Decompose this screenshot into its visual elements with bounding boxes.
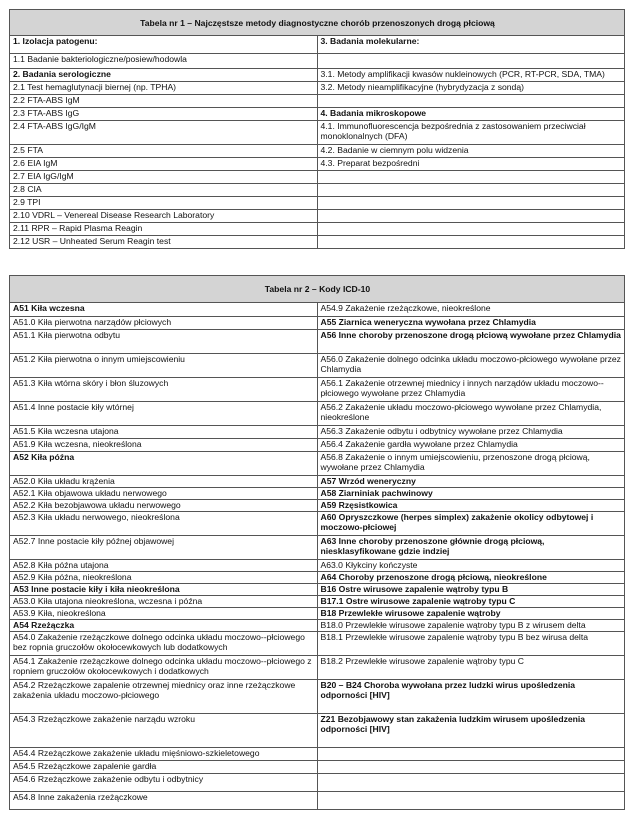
table-cell: A52.8 Kiła późna utajona <box>10 560 318 572</box>
table-cell: A52 Kiła późna <box>10 452 318 476</box>
table-cell: A56.3 Zakażenie odbytu i odbytnicy wywołane przez Chlamydia <box>317 426 625 439</box>
table-cell: 3. Badania molekularne: <box>317 36 625 54</box>
table-cell <box>317 223 625 236</box>
table-cell: B16 Ostre wirusowe zapalenie wątroby typu B <box>317 584 625 596</box>
table-cell: 2.4 FTA-ABS IgG/IgM <box>10 121 318 145</box>
table-cell: 3.2. Metody nieamplifikacyjne (hybrydyzacja z sondą) <box>317 82 625 95</box>
table-cell: 4.2. Badanie w ciemnym polu widzenia <box>317 145 625 158</box>
table-cell: A54.0 Zakażenie rzeżączkowe dolnego odcinka układu moczowo--płciowego bez ropnia gruczołów okołocewkowych lub dodatkowych <box>10 632 318 656</box>
table-cell: 1. Izolacja patogenu: <box>10 36 318 54</box>
table-cell: A56.1 Zakażenie otrzewnej miednicy i innych narządów układu moczowo--płciowego wywołane przez Chlamydia <box>317 378 625 402</box>
table-cell: B18.1 Przewlekłe wirusowe zapalenie wątroby typu B bez wirusa delta <box>317 632 625 656</box>
table-cell: A54.3 Rzeżączkowe zakażenie narządu wzroku <box>10 714 318 748</box>
table-cell: A52.0 Kiła układu krążenia <box>10 476 318 488</box>
table-cell: A63.0 Kłykciny kończyste <box>317 560 625 572</box>
table-cell: 2.11 RPR – Rapid Plasma Reagin <box>10 223 318 236</box>
table-cell: A54.5 Rzeżączkowe zapalenie gardła <box>10 761 318 774</box>
table-cell: 2.10 VDRL – Venereal Disease Research Laboratory <box>10 210 318 223</box>
table-cell: 2. Badania serologiczne <box>10 69 318 82</box>
table-cell: 2.12 USR – Unheated Serum Reagin test <box>10 236 318 249</box>
table-cell: B17.1 Ostre wirusowe zapalenie wątroby typu C <box>317 596 625 608</box>
table-cell: 2.6 EIA IgM <box>10 158 318 171</box>
table-cell: 2.1 Test hemaglutynacji biernej (np. TPHA) <box>10 82 318 95</box>
table-cell: 2.9 TPI <box>10 197 318 210</box>
table-cell: B18 Przewlekłe wirusowe zapalenie wątroby <box>317 608 625 620</box>
table-cell: A56.8 Zakażenie o innym umiejscowieniu, przenoszone drogą płciową, wywołane przez Chlamydia <box>317 452 625 476</box>
table-cell: 4.3. Preparat bezpośredni <box>317 158 625 171</box>
table1-title: Tabela nr 1 – Najczęstsze metody diagnostyczne chorób przenoszonych drogą płciową <box>10 10 625 36</box>
table-cell: A55 Ziarnica weneryczna wywołana przez Chlamydia <box>317 317 625 330</box>
table-cell: A63 Inne choroby przenoszone głównie drogą płciową, niesklasyfikowane gdzie indziej <box>317 536 625 560</box>
table-cell: A54.6 Rzeżączkowe zakażenie odbytu i odbytnicy <box>10 774 318 792</box>
table-cell <box>317 197 625 210</box>
table-cell: 4. Badania mikroskopowe <box>317 108 625 121</box>
table-cell: 1.1 Badanie bakteriologiczne/posiew/hodowla <box>10 54 318 69</box>
table-cell: 3.1. Metody amplifikacji kwasów nukleinowych (PCR, RT-PCR, SDA, TMA) <box>317 69 625 82</box>
table-cell: 4.1. Immunofluorescencja bezpośrednia z zastosowaniem przeciwciał monoklonalnych (DFA) <box>317 121 625 145</box>
table-cell: A54.4 Rzeżączkowe zakażenie układu mięśniowo-szkieletowego <box>10 748 318 761</box>
table-cell <box>317 761 625 774</box>
table-cell: A52.2 Kiła bezobjawowa układu nerwowego <box>10 500 318 512</box>
table-cell <box>317 184 625 197</box>
table-cell: A53 Inne postacie kiły i kiła nieokreślona <box>10 584 318 596</box>
table-cell: A56.0 Zakażenie dolnego odcinka układu moczowo-płciowego wywołane przez Chlamydia <box>317 354 625 378</box>
table-cell: A52.9 Kiła późna, nieokreślona <box>10 572 318 584</box>
table-cell: A51.0 Kiła pierwotna narządów płciowych <box>10 317 318 330</box>
table-cell: A56 Inne choroby przenoszone drogą płciową wywołane przez Chlamydia <box>317 330 625 354</box>
table-cell: A53.9 Kiła, nieokreślona <box>10 608 318 620</box>
table-cell <box>317 171 625 184</box>
table2-title: Tabela nr 2 – Kody ICD-10 <box>10 276 625 303</box>
table-cell: A60 Opryszczkowe (herpes simplex) zakażenie okolicy odbytowej i moczowo-płciowej <box>317 512 625 536</box>
table-cell: B18.2 Przewlekłe wirusowe zapalenie wątroby typu C <box>317 656 625 680</box>
table-cell: A56.4 Zakażenie gardła wywołane przez Chlamydia <box>317 439 625 452</box>
table-cell <box>317 236 625 249</box>
table-cell: 2.7 EIA IgG/IgM <box>10 171 318 184</box>
table-cell: A53.0 Kiła utajona nieokreślona, wczesna i późna <box>10 596 318 608</box>
table-cell: A54.8 Inne zakażenia rzeżączkowe <box>10 792 318 810</box>
diagnostic-methods-table <box>9 9 625 249</box>
table-cell: 2.2 FTA-ABS IgM <box>10 95 318 108</box>
table-cell: A54.1 Zakażenie rzeżączkowe dolnego odcinka układu moczowo--płciowego z ropniem gruczołów okołocewkowych i dodatkowych <box>10 656 318 680</box>
table-cell: B20 – B24 Choroba wywołana przez ludzki wirus upośledzenia odporności [HIV] <box>317 680 625 714</box>
table-cell: A51.1 Kiła pierwotna odbytu <box>10 330 318 354</box>
table-cell: B18.0 Przewlekłe wirusowe zapalenie wątroby typu B z wirusem delta <box>317 620 625 632</box>
table-cell: 2.3 FTA-ABS IgG <box>10 108 318 121</box>
table-cell: A54.2 Rzeżączkowe zapalenie otrzewnej miednicy oraz inne rzeżączkowe zakażenia układu moczowo-płciowego <box>10 680 318 714</box>
table-cell: A51.3 Kiła wtórna skóry i błon śluzowych <box>10 378 318 402</box>
table-cell <box>317 774 625 792</box>
table-cell <box>317 95 625 108</box>
table-cell: 2.5 FTA <box>10 145 318 158</box>
table-cell <box>317 792 625 810</box>
table-cell: A64 Choroby przenoszone drogą płciową, nieokreślone <box>317 572 625 584</box>
table-cell: A51.5 Kiła wczesna utajona <box>10 426 318 439</box>
table-cell: A52.1 Kiła objawowa układu nerwowego <box>10 488 318 500</box>
icd10-codes-table <box>9 275 625 810</box>
table-cell: 2.8 CIA <box>10 184 318 197</box>
table-cell: A52.7 Inne postacie kiły późnej objawowej <box>10 536 318 560</box>
table-cell <box>317 748 625 761</box>
table-cell <box>317 54 625 69</box>
table-cell: A57 Wrzód weneryczny <box>317 476 625 488</box>
table-cell: A51.9 Kiła wczesna, nieokreślona <box>10 439 318 452</box>
table-cell: A54 Rzeżączka <box>10 620 318 632</box>
table-cell: A51.2 Kiła pierwotna o innym umiejscowieniu <box>10 354 318 378</box>
table-cell <box>317 210 625 223</box>
table-cell: A52.3 Kiła układu nerwowego, nieokreślona <box>10 512 318 536</box>
table-cell: A51.4 Inne postacie kiły wtórnej <box>10 402 318 426</box>
table-cell: A51 Kiła wczesna <box>10 303 318 317</box>
table-cell: A58 Ziarniniak pachwinowy <box>317 488 625 500</box>
table-cell: A59 Rzęsistkowica <box>317 500 625 512</box>
table-cell: A56.2 Zakażenie układu moczowo-płciowego wywołane przez Chlamydia, nieokreślone <box>317 402 625 426</box>
table-cell: Z21 Bezobjawowy stan zakażenia ludzkim wirusem upośledzenia odporności [HIV] <box>317 714 625 748</box>
table-cell: A54.9 Zakażenie rzeżączkowe, nieokreślone <box>317 303 625 317</box>
